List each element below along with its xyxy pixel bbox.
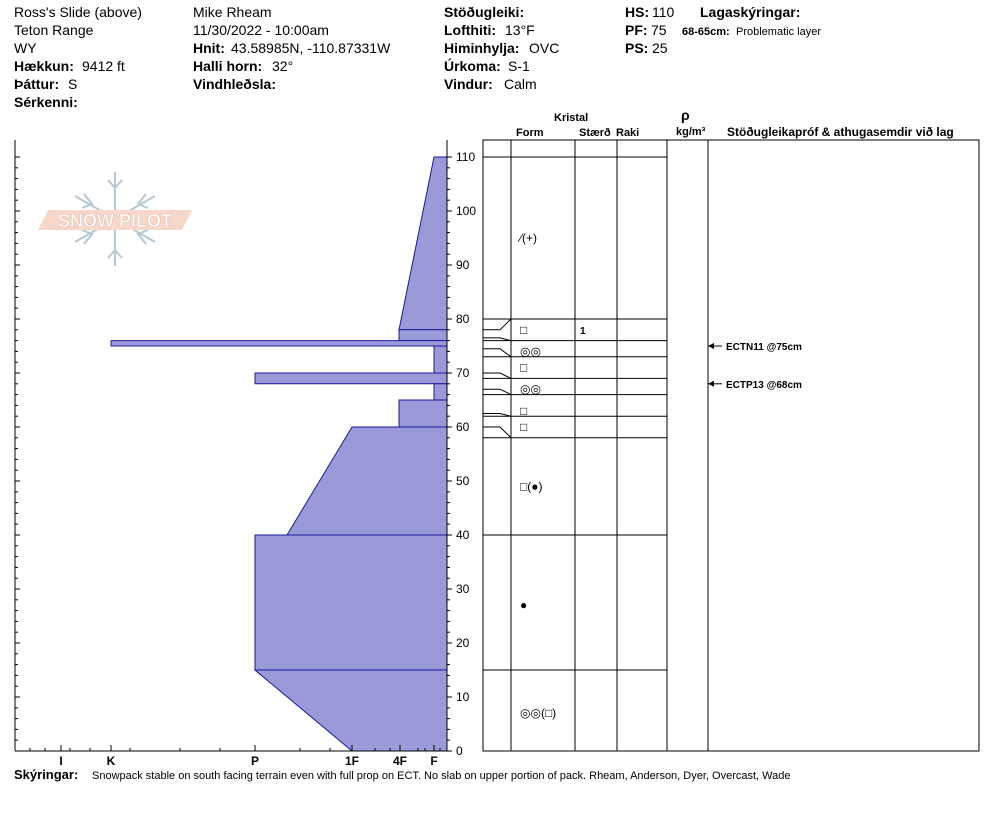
hardness-bar	[399, 157, 447, 330]
hardness-tick-label: F	[430, 754, 438, 768]
hardness-tick-label: P	[250, 754, 260, 768]
pf-label: PF:	[625, 22, 648, 38]
comments-text: Snowpack stable on south facing terrain even with full prop on ECT. No slab on upper portion of pack. Rheam, Anderson, Dyer, Overcast, Wade	[92, 770, 791, 782]
precip-value: S-1	[508, 58, 530, 74]
elevation-value: 9412 ft	[82, 58, 125, 74]
sky-value: OVC	[529, 40, 560, 56]
hs-label: HS:	[625, 4, 650, 20]
wind-value: Calm	[504, 76, 537, 92]
logo-text: SNOW PILOT	[58, 211, 172, 231]
crystal-form-symbol: ◎◎	[520, 344, 541, 359]
layer-fan-line	[483, 349, 511, 357]
tests-header: Stöðugleikapróf & athugasemdir við lag	[727, 125, 954, 139]
hardness-tick-label: I	[59, 754, 63, 768]
crystal-form-symbol: □	[520, 360, 528, 375]
coords-label: Hnit:	[193, 40, 225, 56]
stability-tests	[708, 342, 802, 391]
precip-label: Úrkoma:	[444, 58, 501, 74]
rho-header: ρ	[681, 107, 690, 123]
hardness-bar	[255, 373, 447, 384]
crystal-form-symbol: □	[520, 420, 528, 434]
crystal-header: Kristal	[554, 112, 589, 124]
site-name: Ross's Slide (above)	[14, 4, 142, 20]
hardness-bar	[434, 384, 447, 400]
hs-value: 110	[652, 4, 675, 20]
size-header: Stærð	[579, 127, 611, 139]
wind-label: Vindur:	[444, 76, 493, 92]
crystal-form-symbol: ◎◎	[520, 382, 541, 397]
crystal-form-symbol: □	[520, 403, 528, 418]
aspect-label: Þáttur:	[14, 76, 60, 92]
crystal-size: 1	[580, 325, 586, 337]
density-unit-header: kg/m³	[676, 126, 706, 138]
test-label: ECTN11 @75cm	[726, 342, 802, 353]
test-marker-arrow	[708, 343, 714, 349]
hardness-bar	[399, 400, 447, 427]
depth-tick-label: 60	[456, 420, 470, 434]
layer-note-text: Problematic layer	[736, 26, 821, 38]
depth-tick-label: 30	[456, 582, 470, 596]
air-temp-value: 13°F	[505, 22, 535, 38]
hardness-bar	[255, 535, 447, 670]
layer-fan-line	[483, 427, 511, 438]
depth-tick-label: 80	[456, 312, 470, 326]
depth-tick-label: 0	[456, 744, 463, 758]
crystal-form-symbol: ⁄(+)	[520, 231, 538, 245]
test-marker-arrow	[708, 381, 714, 387]
layer-fan-line	[483, 389, 511, 394]
depth-tick-label: 20	[456, 636, 470, 650]
pf-value: 75	[651, 22, 667, 38]
slope-value: 32°	[272, 58, 294, 74]
depth-tick-label: 90	[456, 258, 470, 272]
layer-note-range: 68-65cm:	[682, 26, 730, 38]
crystal-forms	[517, 231, 586, 720]
hardness-bar	[434, 346, 447, 373]
slope-label: Halli horn:	[193, 58, 263, 74]
crystal-form-symbol: ●	[520, 598, 528, 613]
air-temp-label: Lofthiti:	[444, 22, 497, 38]
crystal-form-symbol: ◎◎(□)	[520, 706, 557, 721]
snowpilot-logo	[38, 172, 192, 266]
ps-value: 25	[652, 40, 668, 56]
hardness-bar	[255, 670, 447, 751]
depth-tick-label: 50	[456, 474, 470, 488]
hardness-bar	[399, 330, 447, 341]
depth-tick-label: 70	[456, 366, 470, 380]
depth-tick-label: 110	[456, 150, 476, 164]
features-label: Sérkenni:	[14, 94, 78, 110]
depth-tick-label: 100	[456, 204, 477, 218]
coords-value: 43.58985N, -110.87331W	[231, 40, 391, 56]
state-name: WY	[14, 40, 37, 56]
layer-notes-label: Lagaskýringar:	[700, 4, 801, 20]
layer-fan-line	[483, 373, 511, 378]
hardness-tick-label: 4F	[392, 754, 408, 768]
form-header: Form	[516, 127, 544, 139]
hardness-profile	[111, 157, 447, 751]
stability-label: Stöðugleiki:	[444, 4, 525, 20]
hardness-bar	[287, 427, 447, 535]
hardness-bar	[111, 341, 447, 346]
ps-label: PS:	[625, 40, 649, 56]
crystal-form-symbol: □(●)	[520, 479, 543, 494]
comments-label: Skýringar:	[14, 767, 79, 782]
observer-name: Mike Rheam	[193, 4, 272, 20]
moisture-header: Raki	[616, 127, 640, 139]
test-label: ECTP13 @68cm	[726, 379, 802, 391]
layer-fan-line	[483, 319, 511, 330]
layer-table	[483, 140, 979, 751]
layer-table-border	[483, 140, 979, 751]
elevation-label: Hækkun:	[14, 58, 74, 74]
aspect-value: S	[68, 76, 78, 92]
obs-datetime: 11/30/2022 - 10:00am	[193, 22, 329, 38]
hardness-tick-label: 1F	[344, 754, 360, 768]
depth-tick-label: 40	[456, 528, 470, 542]
crystal-form-symbol: □	[520, 322, 528, 337]
range-name: Teton Range	[14, 22, 94, 38]
hardness-tick-label: K	[106, 754, 116, 768]
sky-label: Himinhylja:	[444, 40, 520, 56]
wind-loading-label: Vindhleðsla:	[193, 76, 276, 92]
depth-tick-label: 10	[456, 690, 470, 704]
